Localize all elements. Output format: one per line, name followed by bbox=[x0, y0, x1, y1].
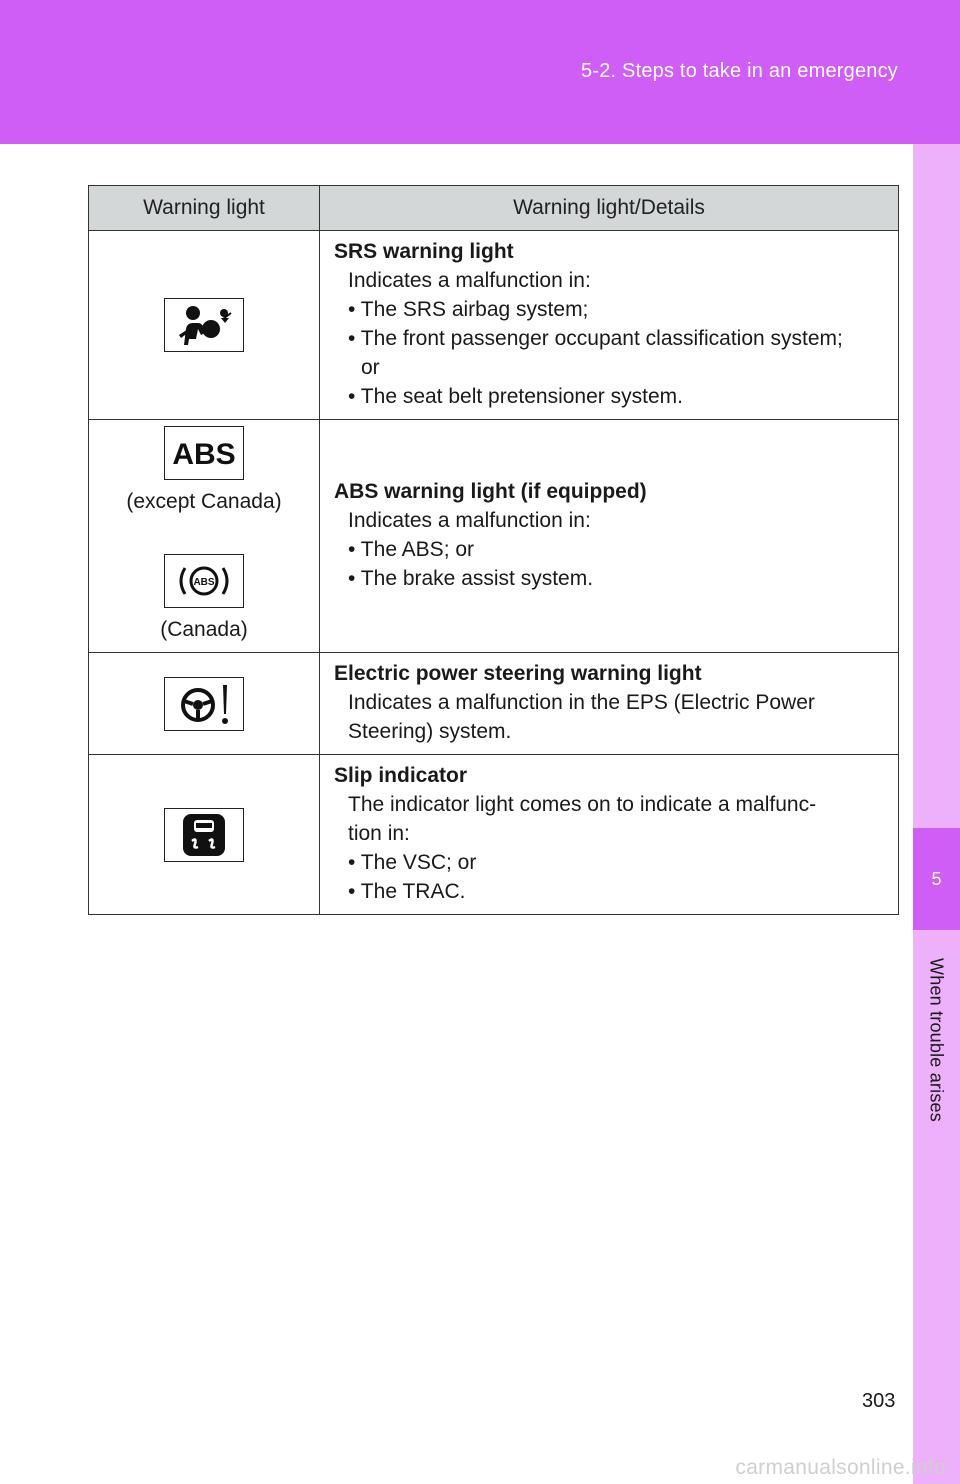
detail-cell bbox=[320, 755, 899, 915]
table-header-row bbox=[89, 186, 899, 231]
abs-text-icon bbox=[164, 426, 244, 480]
row-line: The indicator light comes on to indicate a malfunc- bbox=[348, 793, 817, 816]
row-bullet: • The seat belt pretensioner system. bbox=[348, 385, 683, 408]
header-warning-light-details: Warning light/Details bbox=[320, 186, 899, 231]
row-title: SRS warning light bbox=[334, 240, 514, 263]
table-row bbox=[89, 420, 899, 653]
row-line: Steering) system. bbox=[348, 720, 512, 743]
row-title: Slip indicator bbox=[334, 764, 468, 787]
watermark: carmanualsonline.info bbox=[735, 1456, 946, 1479]
row-bullet: • The VSC; or bbox=[348, 851, 477, 874]
header-warning-light: Warning light bbox=[89, 186, 320, 231]
row-title: Electric power steering warning light bbox=[334, 662, 702, 685]
table-row bbox=[89, 653, 899, 755]
row-bullet: • The ABS; or bbox=[348, 538, 475, 561]
table-row bbox=[89, 755, 899, 915]
srs-airbag-icon bbox=[164, 298, 244, 352]
detail-cell bbox=[320, 231, 899, 420]
side-tab bbox=[913, 144, 960, 1484]
chapter-number: 5 bbox=[913, 828, 960, 930]
section-title: 5-2. Steps to take in an emergency bbox=[581, 60, 898, 82]
row-bullet-continuation: or bbox=[361, 356, 380, 379]
table-row bbox=[89, 231, 899, 420]
slip-indicator-icon bbox=[164, 808, 244, 862]
row-bullet: • The brake assist system. bbox=[348, 567, 594, 590]
row-intro: Indicates a malfunction in: bbox=[348, 269, 591, 292]
icon-cell bbox=[89, 231, 320, 420]
icon-caption-canada: (Canada) bbox=[160, 618, 248, 641]
chapter-title: When trouble arises bbox=[926, 958, 947, 1122]
row-title: ABS warning light (if equipped) bbox=[334, 480, 647, 503]
detail-cell bbox=[320, 420, 899, 653]
icon-cell bbox=[89, 653, 320, 755]
detail-cell bbox=[320, 653, 899, 755]
row-bullet: • The front passenger occupant classification system; bbox=[348, 327, 843, 350]
row-line: tion in: bbox=[348, 822, 410, 845]
steering-wheel-warning-icon bbox=[164, 677, 244, 731]
icon-caption-except-canada: (except Canada) bbox=[126, 490, 282, 513]
warning-light-table bbox=[88, 185, 899, 915]
row-bullet: • The TRAC. bbox=[348, 880, 466, 903]
abs-circle-icon bbox=[164, 554, 244, 608]
row-intro: Indicates a malfunction in: bbox=[348, 509, 591, 532]
abs-text-label: ABS bbox=[172, 438, 236, 471]
row-line: Indicates a malfunction in the EPS (Electric Power bbox=[348, 691, 815, 714]
icon-cell bbox=[89, 755, 320, 915]
abs-circle-label: ABS bbox=[193, 577, 215, 588]
row-bullet: • The SRS airbag system; bbox=[348, 298, 589, 321]
icon-cell bbox=[89, 420, 320, 653]
page-number: 303 bbox=[862, 1390, 896, 1412]
